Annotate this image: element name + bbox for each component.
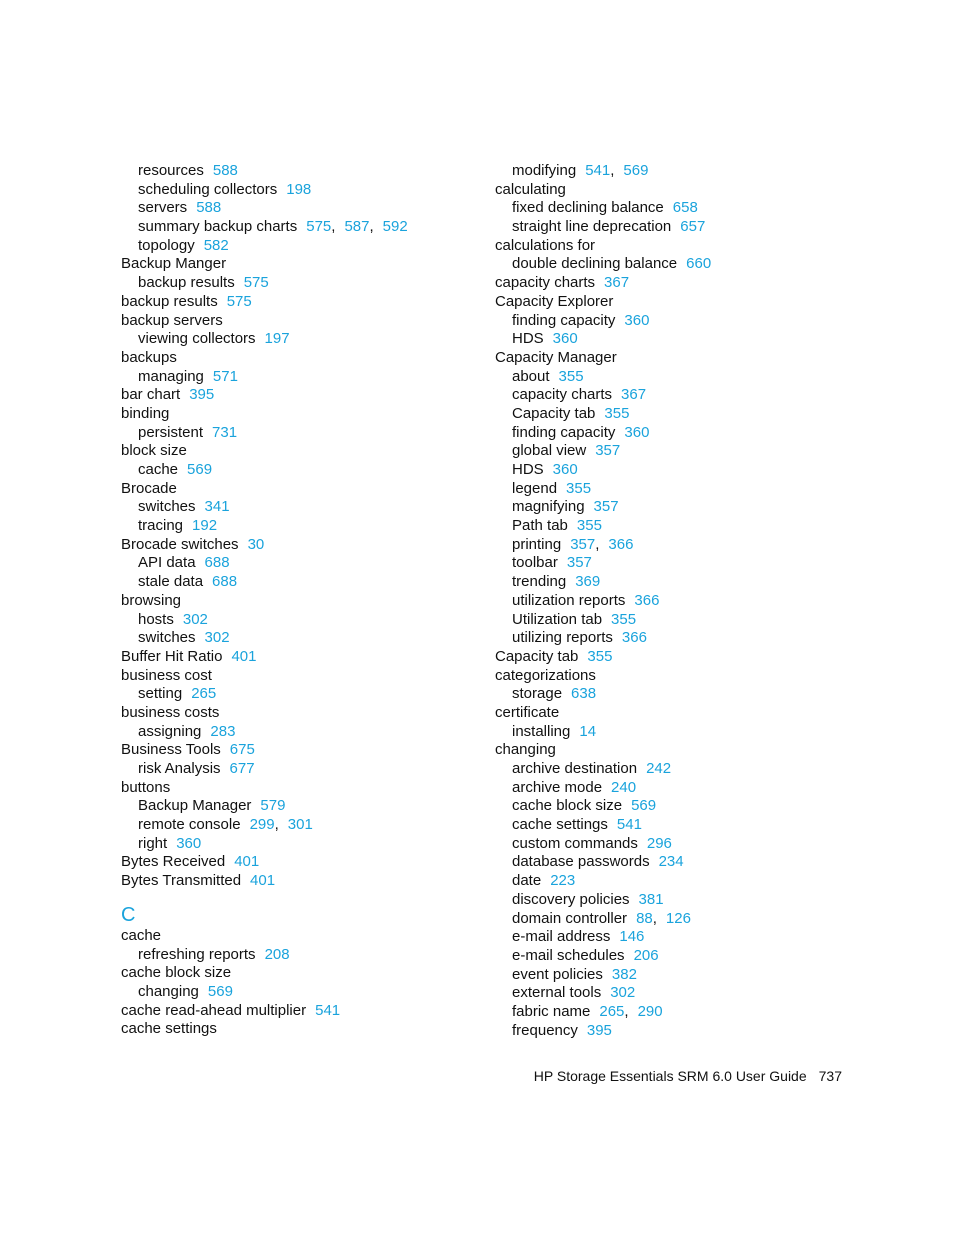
index-term: cache block size bbox=[512, 797, 623, 815]
page-link[interactable]: 355 bbox=[587, 647, 613, 665]
index-term: block size bbox=[121, 442, 187, 460]
index-term: capacity charts bbox=[512, 386, 613, 404]
index-subentry bbox=[495, 255, 865, 274]
page-link[interactable]: 355 bbox=[566, 479, 592, 497]
index-term: database passwords bbox=[512, 853, 650, 871]
index-entry bbox=[495, 667, 865, 686]
index-subentry bbox=[495, 312, 865, 331]
page-link[interactable]: 569 bbox=[207, 982, 233, 1000]
page-link[interactable]: 688 bbox=[212, 573, 238, 591]
page-link[interactable]: 366 bbox=[608, 535, 634, 553]
index-term: remote console bbox=[138, 816, 241, 834]
page-link[interactable]: 265 bbox=[599, 1002, 625, 1020]
page-link[interactable]: 290 bbox=[637, 1002, 663, 1020]
index-term: switches bbox=[138, 629, 196, 647]
index-subentry bbox=[495, 872, 865, 891]
index-entry bbox=[121, 648, 491, 667]
page-link[interactable]: 360 bbox=[552, 330, 578, 348]
index-subentry bbox=[495, 910, 865, 929]
index-term: magnifying bbox=[512, 498, 585, 516]
index-subentry bbox=[495, 779, 865, 798]
index-subentry bbox=[495, 330, 865, 349]
index-term: external tools bbox=[512, 984, 602, 1002]
index-term: fabric name bbox=[512, 1002, 591, 1020]
index-subentry bbox=[495, 947, 865, 966]
index-entry bbox=[121, 704, 491, 723]
index-term: straight line deprecation bbox=[512, 218, 672, 236]
index-subentry bbox=[495, 816, 865, 835]
page-link[interactable]: 588 bbox=[212, 162, 238, 179]
index-term: Capacity tab bbox=[495, 647, 579, 665]
index-term: backups bbox=[121, 348, 177, 366]
index-term: Capacity Explorer bbox=[495, 292, 614, 310]
index-entry bbox=[121, 964, 491, 983]
index-subentry bbox=[495, 723, 865, 742]
page-link[interactable]: 592 bbox=[382, 218, 408, 236]
index-term: Brocade bbox=[121, 479, 177, 497]
index-subentry bbox=[495, 498, 865, 517]
index-term: event policies bbox=[512, 965, 603, 983]
index-subentry bbox=[495, 835, 865, 854]
index-subentry bbox=[121, 983, 491, 1002]
footer-page-number: 737 bbox=[818, 1068, 842, 1084]
page-separator: , bbox=[652, 909, 657, 927]
page-link[interactable]: 302 bbox=[182, 610, 208, 628]
page-link[interactable]: 569 bbox=[631, 797, 657, 815]
page-link[interactable]: 302 bbox=[610, 984, 636, 1002]
index-term: Capacity Manager bbox=[495, 348, 617, 366]
index-subentry bbox=[495, 517, 865, 536]
page-link[interactable]: 30 bbox=[247, 535, 265, 553]
index-entry bbox=[495, 293, 865, 312]
index-subentry bbox=[121, 162, 491, 181]
index-term: cache block size bbox=[121, 964, 232, 982]
index-subentry bbox=[495, 928, 865, 947]
index-subentry bbox=[495, 480, 865, 499]
page-link[interactable]: 367 bbox=[604, 274, 630, 292]
index-subentry bbox=[121, 797, 491, 816]
index-entry bbox=[121, 927, 491, 946]
index-term: topology bbox=[138, 236, 195, 254]
index-term: buttons bbox=[121, 778, 171, 796]
index-subentry bbox=[495, 573, 865, 592]
index-term: hosts bbox=[138, 610, 174, 628]
page-link[interactable]: 355 bbox=[604, 404, 630, 422]
page-link[interactable]: 395 bbox=[586, 1021, 612, 1039]
index-subentry bbox=[121, 554, 491, 573]
page-link[interactable]: 731 bbox=[212, 423, 238, 441]
page-link[interactable]: 675 bbox=[229, 741, 255, 759]
page-link[interactable]: 355 bbox=[558, 367, 584, 385]
index-subentry bbox=[495, 1022, 865, 1041]
index-term: e-mail schedules bbox=[512, 946, 625, 964]
index-subentry bbox=[121, 274, 491, 293]
index-term: Brocade switches bbox=[121, 535, 239, 553]
page-link[interactable]: 357 bbox=[593, 498, 619, 516]
index-term: Bytes Received bbox=[121, 853, 226, 871]
index-term: HDS bbox=[512, 330, 544, 348]
index-term: Path tab bbox=[512, 517, 568, 535]
page-link[interactable]: 367 bbox=[621, 386, 647, 404]
index-term: Backup Manager bbox=[138, 797, 252, 815]
page-link[interactable]: 234 bbox=[658, 853, 684, 871]
page-link[interactable]: 360 bbox=[552, 461, 578, 478]
page-link[interactable]: 571 bbox=[212, 367, 238, 385]
index-subentry bbox=[495, 554, 865, 573]
index-subentry bbox=[495, 199, 865, 218]
page-link[interactable]: 208 bbox=[264, 945, 290, 963]
page-link[interactable]: 587 bbox=[344, 218, 370, 236]
index-term: cache bbox=[121, 926, 162, 944]
page-link[interactable]: 341 bbox=[204, 498, 230, 516]
page-link[interactable]: 582 bbox=[203, 236, 229, 254]
index-subentry bbox=[121, 517, 491, 536]
page-separator: , bbox=[274, 816, 279, 834]
index-term: global view bbox=[512, 442, 587, 460]
page-link[interactable]: 357 bbox=[566, 554, 592, 572]
page-link[interactable]: 401 bbox=[250, 872, 276, 890]
index-subentry bbox=[121, 181, 491, 200]
page-link[interactable]: 360 bbox=[624, 423, 650, 441]
page-link[interactable]: 588 bbox=[196, 199, 222, 217]
page-link[interactable]: 301 bbox=[287, 816, 313, 834]
index-term: servers bbox=[138, 199, 188, 217]
page-separator: , bbox=[595, 535, 600, 553]
index-subentry bbox=[121, 629, 491, 648]
page-separator: , bbox=[369, 218, 374, 236]
page-link[interactable]: 197 bbox=[264, 330, 290, 348]
index-entry bbox=[121, 779, 491, 798]
index-entry bbox=[495, 741, 865, 760]
page-separator: , bbox=[624, 1002, 629, 1020]
page-link[interactable]: 206 bbox=[633, 946, 659, 964]
index-entry bbox=[121, 349, 491, 368]
page-link[interactable]: 357 bbox=[595, 442, 621, 460]
index-term: custom commands bbox=[512, 834, 638, 852]
index-subentry bbox=[121, 218, 491, 237]
page-link[interactable]: 146 bbox=[619, 928, 645, 946]
page-separator: , bbox=[331, 218, 336, 236]
index-term: changing bbox=[138, 982, 199, 1000]
index-term: changing bbox=[495, 741, 556, 759]
index-term: modifying bbox=[512, 162, 577, 179]
index-term: archive destination bbox=[512, 760, 638, 777]
index-term: calculating bbox=[495, 180, 566, 198]
index-subentry bbox=[495, 984, 865, 1003]
index-term: finding capacity bbox=[512, 423, 616, 441]
index-term: risk Analysis bbox=[138, 760, 221, 777]
index-subentry bbox=[121, 424, 491, 443]
index-subentry bbox=[121, 685, 491, 704]
index-term: Buffer Hit Ratio bbox=[121, 647, 223, 665]
index-term: refreshing reports bbox=[138, 945, 256, 963]
index-entry bbox=[121, 386, 491, 405]
index-entry bbox=[121, 312, 491, 331]
page-link[interactable]: 223 bbox=[550, 872, 576, 890]
index-term: finding capacity bbox=[512, 311, 616, 329]
index-term: backup servers bbox=[121, 311, 223, 329]
index-entry bbox=[121, 442, 491, 461]
index-subentry bbox=[121, 760, 491, 779]
page-link[interactable]: 369 bbox=[575, 573, 601, 591]
page-link[interactable]: 575 bbox=[306, 218, 332, 236]
page-link[interactable]: 14 bbox=[579, 722, 597, 740]
index-subentry bbox=[495, 966, 865, 985]
page-link[interactable]: 357 bbox=[570, 535, 596, 553]
index-term: tracing bbox=[138, 517, 184, 535]
index-term: resources bbox=[138, 162, 204, 179]
page-link[interactable]: 192 bbox=[192, 517, 218, 535]
index-entry bbox=[495, 349, 865, 368]
page-link[interactable]: 355 bbox=[611, 610, 637, 628]
index-term: discovery policies bbox=[512, 890, 630, 908]
index-term: trending bbox=[512, 573, 567, 591]
index-entry bbox=[121, 667, 491, 686]
footer-title: HP Storage Essentials SRM 6.0 User Guide bbox=[533, 1068, 807, 1084]
index-entry bbox=[121, 536, 491, 555]
index-entry bbox=[495, 704, 865, 723]
page-link[interactable]: 677 bbox=[229, 760, 255, 777]
index-entry bbox=[121, 293, 491, 312]
index-term: summary backup charts bbox=[138, 218, 298, 236]
index-entry bbox=[121, 853, 491, 872]
page-link[interactable]: 366 bbox=[621, 629, 647, 647]
index-term: HDS bbox=[512, 461, 544, 478]
index-term: assigning bbox=[138, 722, 202, 740]
page-link[interactable]: 688 bbox=[204, 554, 230, 572]
index-term: Utilization tab bbox=[512, 610, 603, 628]
index-subentry bbox=[495, 685, 865, 704]
page-link[interactable]: 242 bbox=[646, 760, 672, 777]
index-subentry bbox=[121, 573, 491, 592]
index-subentry bbox=[495, 797, 865, 816]
page-link[interactable]: 302 bbox=[204, 629, 230, 647]
index-term: backup results bbox=[138, 274, 235, 292]
index-subentry bbox=[495, 611, 865, 630]
index-entry bbox=[495, 648, 865, 667]
index-term: binding bbox=[121, 404, 170, 422]
index-term: cache read-ahead multiplier bbox=[121, 1001, 307, 1019]
index-term: setting bbox=[138, 685, 183, 703]
index-subentry bbox=[495, 218, 865, 237]
index-term: Capacity tab bbox=[512, 404, 596, 422]
index-term: installing bbox=[512, 722, 571, 740]
index-term: bar chart bbox=[121, 386, 181, 404]
page-link[interactable]: 381 bbox=[638, 890, 664, 908]
index-term: backup results bbox=[121, 292, 218, 310]
index-entry bbox=[121, 592, 491, 611]
index-letter-heading: C bbox=[121, 903, 136, 926]
index-term: managing bbox=[138, 367, 204, 385]
index-subentry bbox=[495, 162, 865, 181]
index-term: certificate bbox=[495, 703, 560, 721]
page-link[interactable]: 575 bbox=[226, 292, 252, 310]
index-subentry bbox=[121, 835, 491, 854]
page-link[interactable]: 88 bbox=[636, 909, 653, 927]
index-entry bbox=[121, 1020, 491, 1039]
index-entry bbox=[495, 181, 865, 200]
index-subentry bbox=[495, 891, 865, 910]
index-term: cache settings bbox=[121, 1020, 217, 1038]
page-link[interactable]: 575 bbox=[243, 274, 269, 292]
index-entry bbox=[121, 872, 491, 891]
index-term: printing bbox=[512, 535, 562, 553]
index-subentry bbox=[495, 853, 865, 872]
index-subentry bbox=[495, 442, 865, 461]
index-term: business costs bbox=[121, 703, 220, 721]
index-subentry bbox=[495, 1003, 865, 1022]
index-subentry bbox=[121, 368, 491, 387]
page-link[interactable]: 541 bbox=[585, 162, 611, 179]
index-term: scheduling collectors bbox=[138, 180, 278, 198]
page-footer bbox=[534, 1066, 842, 1086]
index-entry bbox=[121, 741, 491, 760]
page-link[interactable]: 240 bbox=[611, 778, 637, 796]
index-term: utilization reports bbox=[512, 591, 626, 609]
index-subentry bbox=[495, 461, 865, 480]
index-subentry bbox=[495, 368, 865, 387]
page-link[interactable]: 579 bbox=[260, 797, 286, 815]
index-term: utilizing reports bbox=[512, 629, 613, 647]
page-link[interactable]: 126 bbox=[665, 909, 691, 927]
index-term: frequency bbox=[512, 1021, 578, 1039]
index-entry bbox=[121, 480, 491, 499]
index-term: Backup Manger bbox=[121, 255, 227, 273]
index-term: storage bbox=[512, 685, 563, 703]
index-term: business cost bbox=[121, 666, 212, 684]
index-term: browsing bbox=[121, 591, 182, 609]
page-link[interactable]: 541 bbox=[616, 816, 642, 834]
page-link[interactable]: 569 bbox=[623, 162, 649, 179]
page-link[interactable]: 569 bbox=[187, 461, 213, 478]
page-link[interactable]: 658 bbox=[672, 199, 698, 217]
index-term: about bbox=[512, 367, 550, 385]
index-subentry bbox=[121, 199, 491, 218]
index-term: date bbox=[512, 872, 542, 890]
index-entry bbox=[121, 255, 491, 274]
index-subentry bbox=[121, 816, 491, 835]
index-term: archive mode bbox=[512, 778, 603, 796]
index-subentry bbox=[121, 461, 491, 480]
index-subentry bbox=[495, 592, 865, 611]
index-subentry bbox=[121, 611, 491, 630]
index-term: fixed declining balance bbox=[512, 199, 664, 217]
index-column-right bbox=[495, 162, 865, 1040]
index-entry bbox=[495, 274, 865, 293]
index-term: right bbox=[138, 834, 168, 852]
page-link[interactable]: 395 bbox=[189, 386, 215, 404]
index-term: capacity charts bbox=[495, 274, 596, 292]
index-term: legend bbox=[512, 479, 558, 497]
index-term: toolbar bbox=[512, 554, 558, 572]
index-entry bbox=[495, 237, 865, 256]
index-subentry bbox=[121, 723, 491, 742]
index-subentry bbox=[495, 760, 865, 779]
index-entry bbox=[121, 405, 491, 424]
page-link[interactable]: 283 bbox=[210, 722, 236, 740]
page-link[interactable]: 657 bbox=[680, 218, 706, 236]
index-term: domain controller bbox=[512, 909, 628, 927]
page-link[interactable]: 198 bbox=[286, 180, 312, 198]
page-link[interactable]: 541 bbox=[315, 1001, 341, 1019]
index-term: API data bbox=[138, 554, 196, 572]
index-term: calculations for bbox=[495, 236, 596, 254]
index-subentry bbox=[495, 629, 865, 648]
index-term: categorizations bbox=[495, 666, 596, 684]
index-term: persistent bbox=[138, 423, 204, 441]
page-link[interactable]: 296 bbox=[646, 834, 672, 852]
page-link[interactable]: 660 bbox=[686, 255, 712, 273]
index-term: cache bbox=[138, 461, 179, 478]
page-link[interactable]: 382 bbox=[611, 965, 637, 983]
index-subentry bbox=[121, 330, 491, 349]
index-subentry bbox=[495, 386, 865, 405]
index-term: viewing collectors bbox=[138, 330, 256, 348]
page-link[interactable]: 265 bbox=[191, 685, 217, 703]
index-subentry bbox=[121, 498, 491, 517]
index-term: cache settings bbox=[512, 816, 608, 834]
page-separator: , bbox=[610, 162, 615, 179]
page-link[interactable]: 360 bbox=[176, 834, 202, 852]
index-term: Business Tools bbox=[121, 741, 221, 759]
index-subentry bbox=[495, 424, 865, 443]
index-subentry bbox=[495, 405, 865, 424]
page-link[interactable]: 366 bbox=[634, 591, 660, 609]
index-entry bbox=[121, 1002, 491, 1021]
index-subentry bbox=[121, 946, 491, 965]
index-column-left bbox=[121, 162, 491, 1039]
page-link[interactable]: 360 bbox=[624, 311, 650, 329]
page-link[interactable]: 299 bbox=[249, 816, 275, 834]
index-subentry bbox=[495, 536, 865, 555]
page-link[interactable]: 401 bbox=[231, 647, 257, 665]
index-term: switches bbox=[138, 498, 196, 516]
page-link[interactable]: 401 bbox=[234, 853, 260, 871]
page-link[interactable]: 638 bbox=[571, 685, 597, 703]
index-subentry bbox=[121, 237, 491, 256]
index-term: stale data bbox=[138, 573, 204, 591]
index-term: e-mail address bbox=[512, 928, 611, 946]
page-link[interactable]: 355 bbox=[576, 517, 602, 535]
index-term: Bytes Transmitted bbox=[121, 872, 242, 890]
index-term: double declining balance bbox=[512, 255, 678, 273]
